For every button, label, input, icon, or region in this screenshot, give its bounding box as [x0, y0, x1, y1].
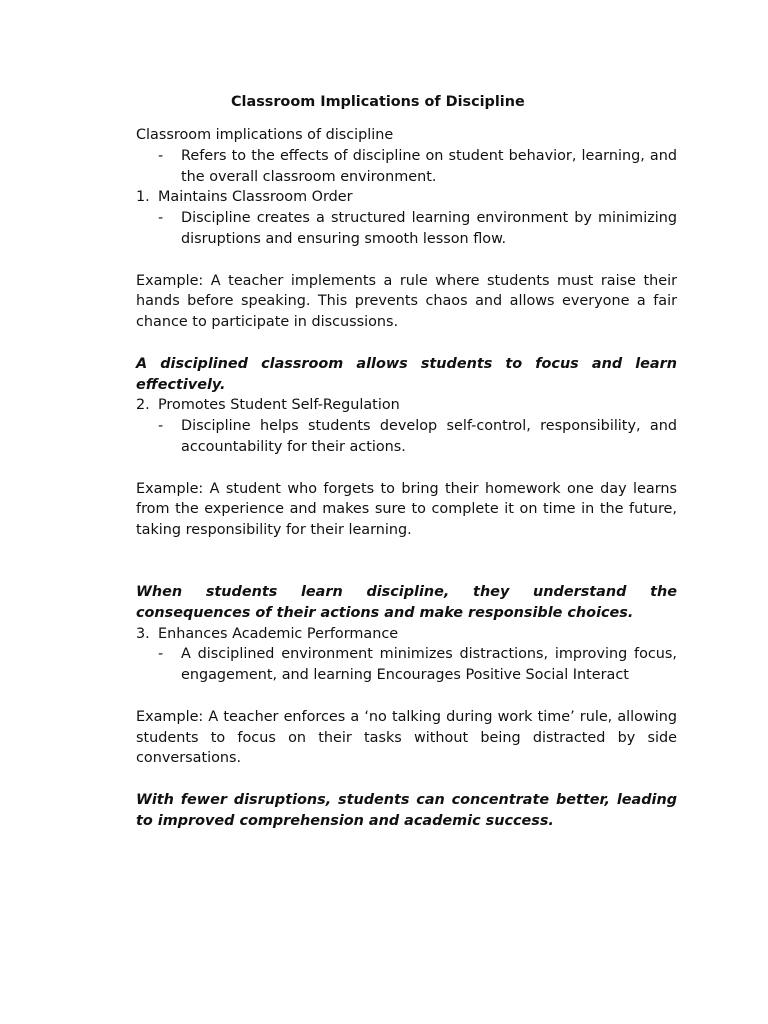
- section-2-number: 2.: [136, 397, 150, 414]
- section-3-bullet: [136, 644, 677, 686]
- intro-heading: Classroom implications of discipline: [136, 127, 394, 143]
- section-2-title: Promotes Student Self-Regulation: [158, 397, 400, 414]
- section-1-emphasis: A disciplined classroom allows students to focus and learn effectively.: [136, 355, 677, 393]
- document-title: Classroom Implications of Discipline: [231, 94, 525, 110]
- section-3-bullet-text: A disciplined environment minimizes distractions, improving focus, engagement, and learning Encourages Positive Social Interact: [181, 646, 677, 684]
- intro-bullet-text: Refers to the effects of discipline on student behavior, learning, and the overall classroom environment.: [181, 147, 677, 185]
- section-3-heading: [136, 624, 677, 645]
- section-2-bullet: [136, 416, 677, 458]
- section-2-example: Example: A student who forgets to bring their homework one day learns from the experience and makes sure to complete it on time in the future, taking responsibility for their learning.: [136, 480, 677, 539]
- section-1-number: 1.: [136, 189, 150, 206]
- section-3-example: Example: A teacher enforces a ‘no talking during work time’ rule, allowing students to focus on their tasks without being distracted by side conversations.: [136, 708, 677, 767]
- section-1-title: Maintains Classroom Order: [158, 189, 353, 206]
- bullet-dash: -: [158, 418, 164, 435]
- section-3-emphasis: With fewer disruptions, students can concentrate better, leading to improved comprehension and academic success.: [136, 791, 677, 829]
- document-page: [136, 92, 677, 832]
- section-2-emphasis: When students learn discipline, they understand the consequences of their actions and make responsible choices.: [136, 583, 677, 621]
- section-1-example: Example: A teacher implements a rule where students must raise their hands before speaking. This prevents chaos and allows everyone a fair chance to participate in discussions.: [136, 272, 677, 331]
- intro-bullet: [136, 146, 677, 188]
- section-2-bullet-text: Discipline helps students develop self-control, responsibility, and accountability for their actions.: [181, 418, 677, 455]
- bullet-dash: -: [158, 210, 164, 227]
- section-1-heading: [136, 187, 677, 208]
- section-2-heading: [136, 395, 677, 416]
- bullet-dash: -: [158, 646, 164, 663]
- section-1-bullet: [136, 208, 677, 250]
- bullet-dash: -: [158, 147, 164, 164]
- section-3-number: 3.: [136, 625, 150, 642]
- section-1-bullet-text: Discipline creates a structured learning environment by minimizing disruptions and ensuring smooth lesson flow.: [181, 210, 677, 247]
- section-3-title: Enhances Academic Performance: [158, 625, 399, 642]
